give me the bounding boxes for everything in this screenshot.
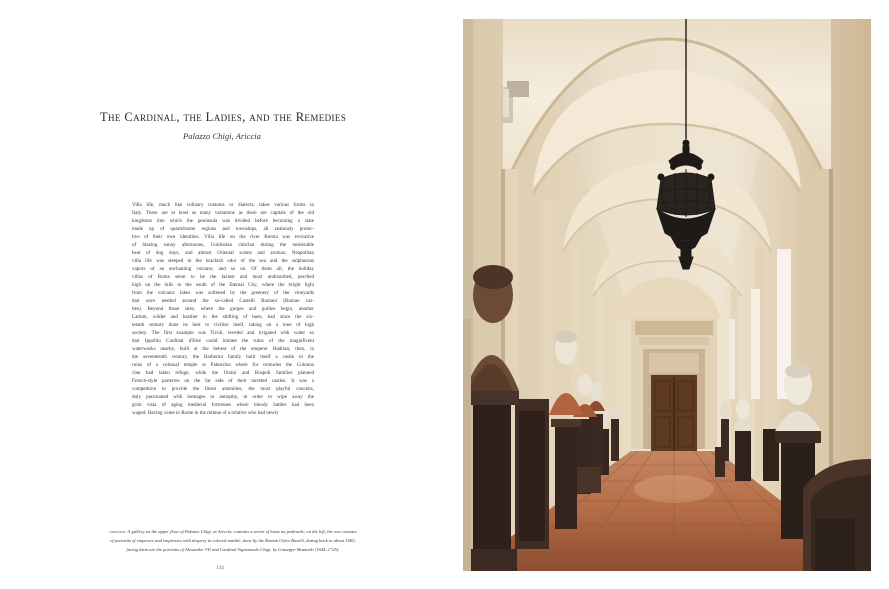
body-line: French-style parterres on the far side of their turreted castles. It was a xyxy=(132,378,314,385)
page-number: 134 xyxy=(216,566,224,571)
body-line: competition to provide the finest amenities, the most playful conceits, xyxy=(132,386,314,393)
body-line: tive of their own identities. Villa life on the river Brenta was evocative xyxy=(132,234,314,241)
body-line: duly punctuated with homages to antiquity, in order to wipe away the xyxy=(132,394,314,401)
body-line: from the volcanic lakes was softened by the greenery of the vineyards xyxy=(132,290,314,297)
body-text xyxy=(132,201,314,417)
body-line: villa life was steeped in the brackish odor of the sea and the sulphurous xyxy=(132,258,314,265)
gallery-photograph xyxy=(463,19,871,571)
body-line: that Ippolito Cardinal d'Este could imitate the ruins of the magnificent xyxy=(132,338,314,345)
body-line: clan had taken refuge, while the Orsini and Ruspoli families planned xyxy=(132,370,314,377)
body-line: waterworks nearby, built at the behest of the emperor Hadrian; then, in xyxy=(132,346,314,353)
body-line: Latium, wilder and harsher in the shifting of hues, had since the six- xyxy=(132,314,314,321)
caption-line xyxy=(48,527,418,536)
body-line: vapors of an enchanting volcano; and so on. Of them all, the holiday xyxy=(132,266,314,273)
body-line: high on the hills to the south of the Eternal City, where the bright light xyxy=(132,282,314,289)
body-line: society. The first example was Tivoli, leveled and irrigated with water so xyxy=(132,330,314,337)
body-line: villas of Rome seem to be the laziest and most undisturbed, perched xyxy=(132,274,314,281)
caption-line-2: of portraits of emperors and empresses with drapery in colored marble, done by the Roman Orfeo Boselli, dating back to about 1665; xyxy=(110,538,356,543)
body-line: the seventeenth century, the Barberini family built itself a castle in the xyxy=(132,354,314,361)
photo-caption xyxy=(48,527,418,554)
body-line: waged. Having come to Rome in the retinue of a relative who had newly xyxy=(132,410,279,417)
body-line: made up of quarrelsome regions and townships, all zealously protec- xyxy=(132,226,314,233)
chapter-subtitle: Palazzo Chigi, Ariccia xyxy=(183,131,261,141)
body-line: ruins of a colossal temple at Palestrina where for centuries the Colonna xyxy=(132,362,314,369)
body-line: of blazing sunny afternoons, Goldonian chitchat during the intolerable xyxy=(132,242,314,249)
caption-lead: opposite: xyxy=(109,529,127,534)
body-line: Villa life, much like culinary customs or dialects, takes various forms in xyxy=(132,202,314,208)
body-line: that once nestled around the so-called Castelli Romani (Roman cas- xyxy=(132,298,314,305)
body-line: tles). Beyond those sites, where the gorges and gullies begin, another xyxy=(132,306,314,313)
body-line: kingdoms into which the peninsula was divided before becoming a state xyxy=(132,218,314,225)
chapter-title: The Cardinal, the Ladies, and the Remedies xyxy=(100,110,347,124)
body-line: grim vista of aging medieval fortresses where bloody battles had been xyxy=(132,402,314,409)
body-line: Italy. There are at least as many variations as there are capitals of the old xyxy=(132,210,314,217)
body-line: heat of dog days, and almost Oriental scents and aromas; Neapolitan xyxy=(132,250,314,257)
caption-line-1: A gallery on the upper floor of Palazzo Chigi, at Ariccia, contains a series of busts on pedestals; on the left, the row consists xyxy=(127,529,357,534)
body-line: teenth century done its best to civilize itself, taking on a tone of high xyxy=(132,322,314,329)
caption-line-3: facing them are the portraits of Alexander VII and Cardinal Sigismondo Chigi, by Giuseppe Mazzuoli (1644–1725). xyxy=(126,547,340,552)
